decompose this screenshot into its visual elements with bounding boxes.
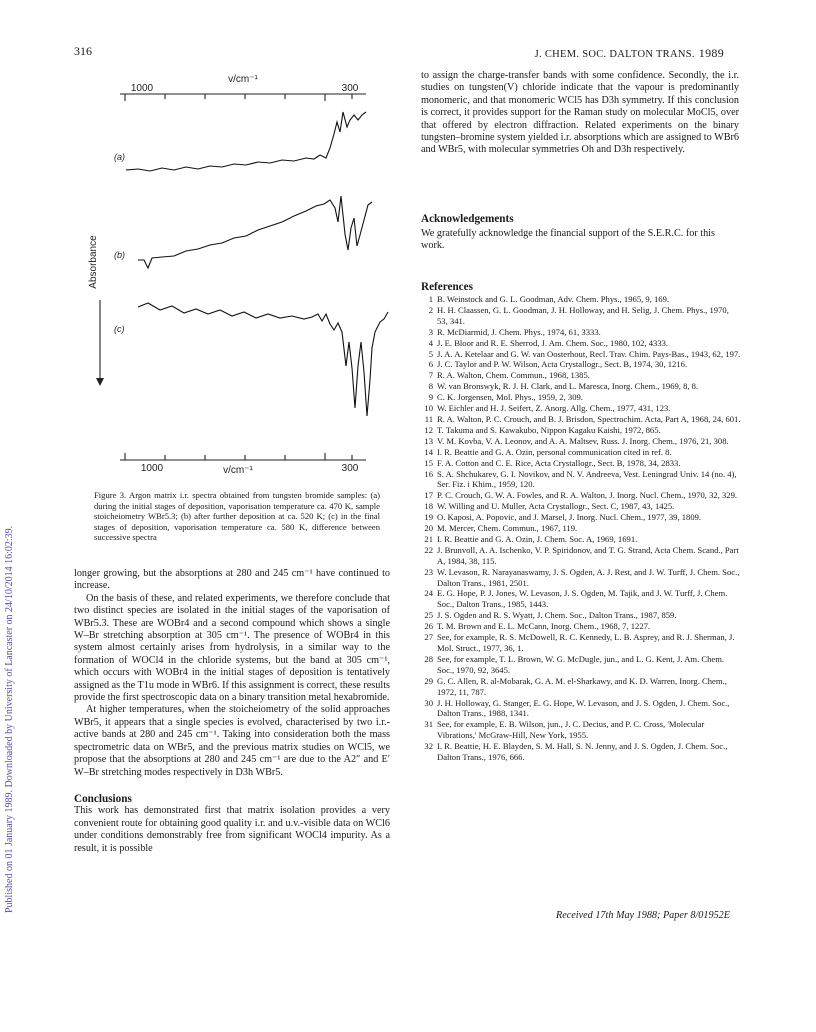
bottom-tick-300: 300 <box>341 463 359 474</box>
trace-label-a: (a) <box>114 152 125 162</box>
reference-item: 9 C. K. Jorgensen, Mol. Phys., 1959, 2, 309. <box>428 392 583 403</box>
reference-item: 4 J. E. Bloor and R. E. Sherrod, J. Am. Chem. Soc., 1980, 102, 4333. <box>428 337 669 348</box>
reference-item: 15 F. A. Cotton and C. E. Rice, Acta Crystallogr., Sect. B, 1978, 34, 2833. <box>424 457 681 468</box>
y-axis-label: Absorbance <box>88 235 99 289</box>
reference-item: 11 R. A. Walton, P. C. Crouch, and B. J. Brisdon, Spectrochim. Acta, Part A, 1968, 24, 601. <box>424 413 741 424</box>
download-sidebar <box>4 213 16 913</box>
reference-item: 14 I. R. Beattie and G. A. Ozin, personal communication cited in ref. 8. <box>424 446 672 457</box>
paragraph: At higher temperatures, when the stoicheiometry of the solid approaches WBr5, it appears that a single species is evolved, characterised by two i.r.-active bands at 280 and 245 cm⁻¹. Taking into consideration both the mass spectrometric data on WBr5, and the previous matrix studies on WCl5, we propose that the absorptions at 280 and 245 cm⁻¹ are due to the A2″ and E′ W–Br stretching modes respectively in D3h WBr5. <box>74 704 390 778</box>
reference-item: 5 J. A. A. Ketelaar and G. W. van Oosterhout, Recl. Trav. Chim. Pays-Bas., 1943, 62, 197. <box>428 348 741 359</box>
right-column-text: to assign the charge-transfer bands with some confidence. Secondly, the i.r. studies on tungsten(V) chloride indicate that the vapour is predominantly monomeric, and that monomeric WCl5 has D3h symmetry. If this conclusion is correct, it provides support for the Raman study on molecular MoCl5, over that offered by electron diffraction. Related experiments on the binary tungsten–bromine system yielded i.r. absorptions which are assigned to WBr6 and WBr5, with molecular symmetries Oh and D3h respectively. <box>421 70 739 156</box>
trace-label-b: (b) <box>114 250 125 260</box>
reference-item: 23 W. Levason, R. Narayanaswamy, J. S. Ogden, A. J. Rest, and J. W. Turff, J. Chem. Soc., Dalton Trans., 1981, 2501. <box>424 566 740 588</box>
reference-item: 22 J. Brunvoll, A. A. Ischenko, V. P. Spiridonov, and T. G. Strand, Acta Chem. Scand., Part A, 1984, 38, 115. <box>424 544 739 566</box>
reference-item: 1 B. Weinstock and G. L. Goodman, Adv. Chem. Phys., 1965, 9, 169. <box>428 294 670 304</box>
journal-year: 1989 <box>698 46 724 60</box>
paragraph: On the basis of these, and related experiments, we therefore conclude that two distinct species are isolated in the initial stages of the vaporisation of WBr5.3. These are WOBr4 and a second compound which shows a single W–Br stretching absorption at 305 cm⁻¹. The presence of WOBr4 in this system almost certainly arises from hydrolysis, in a similar way to the formation of WOCl4 in the chloride systems, but the band at 305 cm⁻¹, which occurs with WOBr4 in the initial stages of deposition is tentatively assigned as the T1u mode in WBr6. If this assignment is correct, these results provide the first spectroscopic data on a binary transition metal hexabromide. <box>74 592 390 704</box>
journal-name: J. CHEM. SOC. DALTON TRANS. <box>534 49 695 60</box>
reference-item: 8 W. van Bronswyk, R. J. H. Clark, and L. Maresca, Inorg. Chem., 1969, 8, 8. <box>428 381 699 392</box>
reference-item: 28 See, for example, T. L. Brown, W. G. McDugle, jun., and L. G. Kent, J. Am. Chem. Soc., 1970, 92, 3645. <box>424 653 725 675</box>
reference-item: 18 W. Willing and U. Muller, Acta Crystallogr., Sect. C, 1987, 43, 1425. <box>424 501 675 512</box>
absorbance-arrowhead <box>96 378 104 386</box>
reference-item: 7 R. A. Walton, Chem. Commun., 1968, 1385. <box>428 370 590 381</box>
reference-item: 27 See, for example, R. S. McDowell, R. C. Kennedy, L. B. Asprey, and R. J. Sherman, J. Mol. Struct., 1977, 36, 1. <box>424 632 735 653</box>
reference-item: 21 I. R. Beattie and G. A. Ozin, J. Chem. Soc. A, 1969, 1691. <box>424 533 638 544</box>
received-date: Received 17th May 1988; Paper 8/01952E <box>556 910 730 921</box>
top-axis-label: v/cm⁻¹ <box>228 74 258 85</box>
conclusions-heading: Conclusions <box>74 792 132 805</box>
references-heading: References <box>421 281 473 293</box>
trace-label-c: (c) <box>114 324 125 334</box>
reference-item: 31 See, for example, E. B. Wilson, jun., J. C. Decius, and P. C. Cross, 'Molecular Vibrations,' McGraw-Hill, New York, 1955. <box>424 719 705 741</box>
reference-item: 30 J. H. Holloway, G. Stanger, E. G. Hope, W. Levason, and J. S. Ogden, J. Chem. Soc., Dalton Trans., 1988, 1341. <box>424 697 730 719</box>
spectrum-trace-c <box>138 303 388 416</box>
bottom-tick-1000: 1000 <box>140 463 164 474</box>
reference-item: 19 O. Kaposi, A. Popovic, and J. Marsel, J. Inorg. Nucl. Chem., 1977, 39, 1809. <box>424 512 702 523</box>
reference-item: 17 P. C. Crouch, G. W. A. Fowles, and R. A. Walton, J. Inorg. Nucl. Chem., 1970, 32, 329. <box>424 490 738 501</box>
figure-caption: Figure 3. Argon matrix i.r. spectra obtained from tungsten bromide samples: (a) during the initial stages of deposition, vaporisation temperature ca. 470 K, sample stoicheiometry WBr5.3; (b) after further deposition at ca. 520 K; (c) in the final stages of deposition, vaporisation temperature ca. 580 K, difference between successive spectra <box>94 490 380 543</box>
reference-item: 16 S. A. Shchukarev, G. I. Novikov, and N. V. Andreeva, Vest. Leningrad Univ. 14 (no. 4), Ser. Fiz. i Khim., 1959, 120. <box>424 468 737 490</box>
spectrum-trace-a <box>126 112 366 171</box>
reference-item: 12 T. Takuma and S. Kawakubo, Nippon Kagaku Kaishi, 1972, 865. <box>424 424 661 435</box>
page-number: 316 <box>74 44 92 58</box>
reference-item: 26 T. M. Brown and E. L. McCann, Inorg. Chem., 1968, 7, 1227. <box>424 621 651 632</box>
reference-item: 29 G. C. Allen, R. al-Mobarak, G. A. M. el-Sharkawy, and K. D. Warren, Inorg. Chem., 1972, 11, 787. <box>424 675 727 697</box>
bottom-axis-label: v/cm⁻¹ <box>223 465 253 476</box>
acknowledgements-text: We gratefully acknowledge the financial support of the S.E.R.C. for this work. <box>421 228 715 252</box>
top-tick-300: 300 <box>341 83 359 94</box>
left-column <box>74 568 390 855</box>
reference-item: 13 V. M. Kovba, V. A. Leonov, and A. A. Maltsev, Russ. J. Inorg. Chem., 1976, 21, 308. <box>424 435 729 446</box>
acknowledgements-heading: Acknowledgements <box>421 213 514 225</box>
reference-item: 10 W. Eichler and H. J. Seifert, Z. Anorg. Allg. Chem., 1977, 431, 123. <box>424 403 671 414</box>
download-notice: Published on 01 January 1989. Downloaded by University of Lancaster on 24/10/2014 16:02:39. <box>4 525 15 913</box>
reference-item: 3 R. McDiarmid, J. Chem. Phys., 1974, 61, 3333. <box>428 326 601 337</box>
paragraph: This work has demonstrated first that matrix isolation provides a very convenient route for obtaining good quality i.r. and u.v.-visible data on WCl6 under conditions demonstrably free from significant WOCl4 impurity. As a result, it is possible <box>74 805 390 854</box>
journal-header <box>535 46 724 61</box>
figure-3-spectra <box>88 70 390 476</box>
paragraph: longer growing, but the absorptions at 280 and 245 cm⁻¹ have continued to increase. <box>74 568 390 592</box>
reference-item: 20 M. Mercer, Chem. Commun., 1967, 119. <box>424 523 578 534</box>
reference-item: 2 H. H. Claassen, G. L. Goodman, J. H. Holloway, and H. Selig, J. Chem. Phys., 1970, 53, 341. <box>428 304 729 326</box>
references-list <box>421 294 741 763</box>
reference-item: 32 I. R. Beattie, H. E. Blayden, S. M. Hall, S. N. Jenny, and J. S. Ogden, J. Chem. Soc., Dalton Trans., 1976, 666. <box>424 741 728 763</box>
reference-item: 24 E. G. Hope, P. J. Jones, W. Levason, J. S. Ogden, M. Tajik, and J. W. Turff, J. Chem. Soc., Dalton Trans., 1985, 1443. <box>424 588 728 610</box>
reference-item: 6 J. C. Taylor and P. W. Wilson, Acta Crystallogr., Sect. B, 1974, 30, 1216. <box>428 359 688 370</box>
reference-item: 25 J. S. Ogden and R. S. Wyatt, J. Chem. Soc., Dalton Trans., 1987, 859. <box>424 610 677 621</box>
spectrum-trace-b <box>138 196 372 268</box>
top-tick-1000: 1000 <box>130 83 154 94</box>
